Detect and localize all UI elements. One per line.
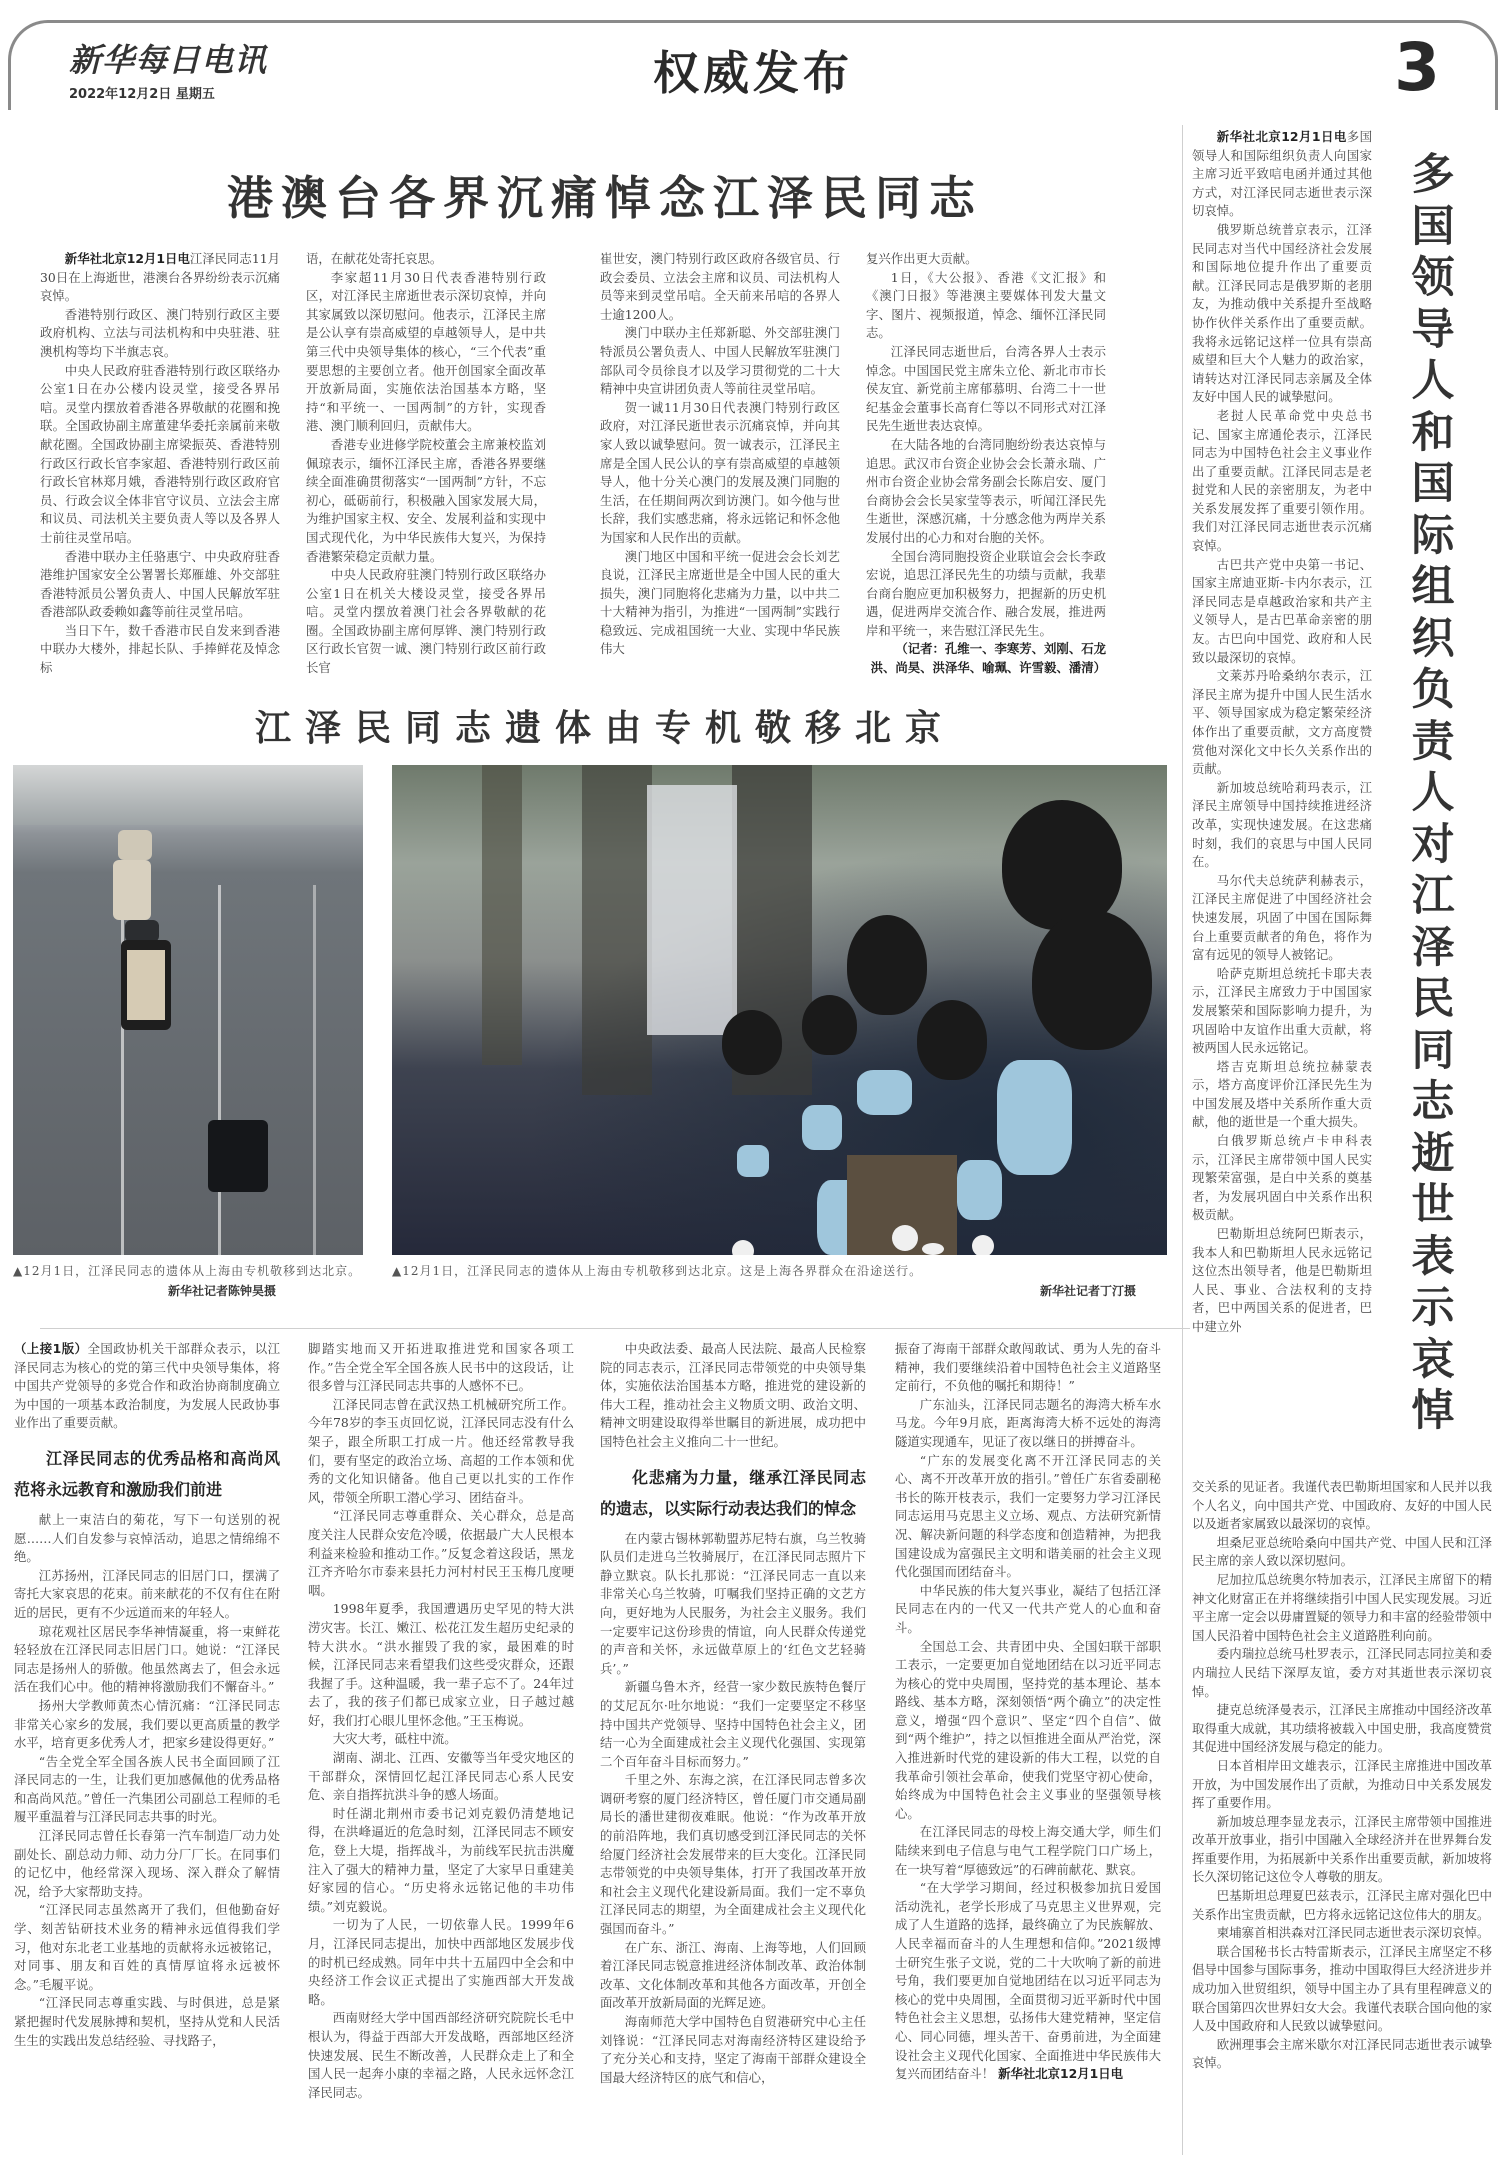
paragraph: 日本首相岸田文雄表示，江泽民主席推进中国改革开放，为中国发展作出了贡献，为推动日中关系发展发挥了重要作用。	[1192, 1757, 1492, 1811]
paragraph: 尼加拉瓜总统奥尔特加表示，江泽民主席留下的精神文化财富正在并将继续指引中国人民实现发展。习近平主席一定会以毋庸置疑的领导力和丰富的经验带领中国人民沿着中国特色社会主义道路胜利向前。	[1192, 1571, 1492, 1643]
paragraph: 江苏扬州，江泽民同志的旧居门口，摆满了寄托大家哀思的花束。前来献花的不仅有住在附近的居民，更有不少远道而来的年轻人。	[14, 1567, 280, 1620]
paragraph: 新加坡总理李显龙表示，江泽民主席带领中国推进改革开放事业，指引中国融入全球经济并在世界舞台发挥重要作用，为拓展新中关系作出重要贡献，新加坡将长久深切铭记这位令人尊敬的朋友。	[1192, 1813, 1492, 1885]
article2-subhead-1: 江泽民同志的优秀品格和高尚风范将永远教育和激励我们前进	[14, 1448, 280, 1499]
paragraph: 振奋了海南干部群众敢闯敢试、勇为人先的奋斗精神，我们要继续沿着中国特色社会主义道路坚定前行，不负他的嘱托和期待！”	[895, 1341, 1161, 1394]
paragraph: 委内瑞拉总统马杜罗表示，江泽民同志同拉美和委内瑞拉人民结下深厚友谊，委方对其逝世表示深切哀悼。	[1192, 1646, 1492, 1699]
article1-byline: （记者：孔维一、李寒芳、刘刚、石龙洪、尚昊、洪泽华、喻珮、许雪毅、潘清）	[870, 641, 1106, 676]
face-mask	[997, 1060, 1072, 1175]
person-head	[917, 1000, 987, 1080]
paragraph: 香港专业进修学院校董会主席兼校监刘佩琼表示，缅怀江泽民主席，香港各界要继续全面准确贯彻落实“一国两制”方针，不忘初心，砥砺前行，积极融入国家发展大局，为维护国家主权、安全、发展利益和实现中国式现代化，为中华民族伟大复兴，为保持香港繁荣稳定贡献力量。	[306, 436, 546, 564]
article2-col3	[600, 1340, 866, 2087]
paragraph: 一切为了人民，一切依靠人民。1999年6月，江泽民同志提出，加快中西部地区发展步伐的时机已经成熟。同年中共十五届四中全会和中央经济工作会议正式提出了实施西部大开发战略。	[308, 1917, 574, 2007]
paragraph: 语，在献花处寄托哀思。	[306, 251, 443, 266]
paragraph: 哈萨克斯坦总统托卡耶夫表示，江泽民主席致力于中国国家发展繁荣和国际影响力提升，为巩固哈中友谊作出重大贡献，将被两国人民永远铭记。	[1192, 965, 1372, 1056]
car	[125, 920, 159, 942]
paragraph: 巴基斯坦总理夏巴兹表示，江泽民主席对强化巴中关系作出宝贵贡献，巴方将永远铭记这位伟大的朋友。	[1192, 1888, 1492, 1922]
paragraph: 柬埔寨首相洪森对江泽民同志逝世表示深切哀悼。	[1216, 1925, 1490, 1941]
person-head	[722, 1010, 782, 1075]
paragraph: 马尔代夫总统萨利赫表示，江泽民主席促进了中国经济社会快速发展，巩固了中国在国际舞台上重要贡献者的角色，将作为富有远见的领导人被铭记。	[1192, 872, 1372, 963]
lead-car	[208, 1120, 268, 1192]
issue-date: 2022年12月2日 星期五	[69, 87, 215, 102]
white-flower	[972, 1235, 994, 1255]
paragraph: 香港特别行政区、澳门特别行政区主要政府机构、立法与司法机构和中央驻港、驻澳机构等均下半旗志哀。	[40, 306, 280, 359]
lane-marking	[313, 885, 316, 1255]
article3-wide-column	[1192, 1478, 1492, 2073]
photo2-caption: ▲12月1日，江泽民同志的遗体从上海由专机敬移到达北京。这是上海各界群众在沿途送行。	[392, 1264, 923, 1278]
white-flower	[922, 1243, 944, 1255]
paragraph: 联合国秘书长古特雷斯表示，江泽民主席坚定不移倡导中国参与国际事务，推动中国取得巨大经济进步并成功加入世贸组织，领导中国主办了具有里程碑意义的联合国第四次世界妇女大会。我谨代表联合国向他的家人及中国政府和人民致以诚挚慰问。	[1192, 1943, 1492, 2034]
paragraph: 广东汕头，江泽民同志题名的海湾大桥车水马龙。今年9月底，距离海湾大桥不远处的海湾隧道实现通车，见证了夜以继日的拼搏奋斗。	[895, 1396, 1161, 1449]
person-head	[1032, 910, 1152, 1050]
paragraph: 中华民族的伟大复兴事业，凝结了包括江泽民同志在内的一代又一代共产党人的心血和奋斗。	[895, 1582, 1161, 1635]
paragraph: 捷克总统泽曼表示，江泽民主席推动中国经济改革取得重大成就，其功绩将被载入中国史册，我高度赞赏其促进中国经济发展与稳定的能力。	[1192, 1702, 1492, 1755]
paragraph: 澳门中联办主任郑新聪、外交部驻澳门特派员公署负责人、中国人民解放军驻澳门部队司令员徐良才以及学习贯彻党的二十大精神中央宣讲团负责人等前往灵堂吊唁。	[600, 325, 840, 397]
paragraph: “告全党全军全国各族人民书全面回顾了江泽民同志的一生，让我们更加感佩他的优秀品格和高尚风范。”曾任一汽集团公司副总工程师的毛履平重温着与江泽民同志共事的时光。	[14, 1753, 280, 1825]
bus	[113, 860, 151, 920]
paragraph: 老挝人民革命党中央总书记、国家主席通伦表示，江泽民同志为中国特色社会主义事业作出了重要贡献。江泽民同志是老挝党和人民的亲密朋友，为老中关系发展发挥了重要引领作用。我们对江泽民同志逝世表示沉痛哀悼。	[1192, 407, 1372, 554]
paragraph: 时任湖北荆州市委书记刘克毅仍清楚地记得，在洪峰逼近的危急时刻，江泽民同志不顾安危，登上大堤，指挥战斗，为前线军民抗击洪魔注入了强大的精神力量，坚定了大家早日重建美好家园的信心。“历史将永远铭记他的丰功伟绩。”刘克毅说。	[308, 1805, 574, 1914]
paragraph: 西南财经大学中国西部经济研究院院长毛中根认为，得益于西部大开发战略，西部地区经济快速发展、民生不断改善，人民群众走上了和全国人民一起奔小康的幸福之路，人民永远怀念江泽民同志。	[308, 2010, 574, 2100]
paragraph: 扬州大学教师黄杰心情沉痛：“江泽民同志非常关心家乡的发展，我们要以更高质量的教学水平，培育更多优秀人才，把家乡建设得更好。”	[14, 1697, 280, 1751]
paragraph: 在广东、浙江、海南、上海等地，人们回顾着江泽民同志锐意推进经济体制改革、政治体制改革、文化体制改革和其他各方面改革，开创全面改革开放新局面的光辉足迹。	[600, 1939, 866, 2011]
paragraph: 大灾大考，砥柱中流。	[332, 1731, 457, 1747]
mourners-photo	[392, 765, 1167, 1255]
article2-col1: （上接1版）全国政协机关干部群众表示，以江泽民同志为核心的党的第三代中央领导集体，将中国共产党领导的多党合作和政治协商制度确立为中国的一项基本政治制度，为发展人民政协事业作出了重要贡献。 江泽民同志的优秀品格和高尚风范将永远教育和激励我们前进 献上一束洁白的菊花，写下一句送别的祝愿……人们自发参与哀悼活动，追思之情绵绵不绝。 江苏扬州，江泽民同志的旧居门口，摆满了寄托大家哀思的花束。前来献花的不仅有住在附近的居民，更有不少远道而来的年轻人。 琼花观社区居民李华神情凝重，将一束鲜花轻轻放在江泽民同志旧居门口。她说：“江泽民同志是扬州人的骄傲。他虽然离去了，但会永远活在我们心中。他的精神将激励我们不懈奋斗。” 扬州大学教师黄杰心情沉痛：“江泽民同志非常关心家乡的发展，我们要以更高质量的教学水平，培育更多优秀人才，把家乡建设得更好。” “告全党全军全国各族人民书全面回顾了江泽民同志的一生，让我们更加感佩他的优秀品格和高尚风范。”曾任一汽集团公司副总工程师的毛履平重温着与江泽民同志共事的时光。 江泽民同志曾任长春第一汽车制造厂动力处副处长、副总动力师、动力分厂厂长。在同事们的记忆中，他经常深入现场、深入群众了解情况，给予大家帮助支持。 “江泽民同志虽然离开了我们，但他勤奋好学、刻苦钻研技术业务的精神永远值得我们学习，他对东北老工业基地的贡献将永远被铭记，对同事、朋友和百姓的真情厚谊将永远被怀念。”毛履平说。 “江泽民同志尊重实践、与时俱进，总是紧紧把握时代发展脉搏和契机，坚持从党和人民活生生的实践出发总结经验、寻找路子，	[14, 1340, 280, 2050]
paragraph: “江泽民同志虽然离开了我们，但他勤奋好学、刻苦钻研技术业务的精神永远值得我们学习，他对东北老工业基地的贡献将永远被铭记，对同事、朋友和百姓的真情厚谊将永远被怀念。”毛履平说。	[14, 1902, 280, 1992]
person-head	[847, 915, 927, 1015]
paragraph: 俄罗斯总统普京表示，江泽民同志对当代中国经济社会发展和国际地位提升作出了重要贡献。江泽民同志是俄罗斯的老朋友，为推动俄中关系提升至战略协作伙伴关系作出了重要贡献。我将永远铭记这样一位具有崇高威望和巨大个人魅力的政治家，请转达对江泽民同志亲属及全体友好中国人民的诚挚慰问。	[1192, 221, 1372, 405]
paragraph: 海南师范大学中国特色自贸港研究中心主任刘锋说：“江泽民同志对海南经济特区建设给予了充分关心和支持，坚定了海南干部群众建设全国最大经济特区的底气和信心，	[600, 2014, 866, 2085]
article2-col4: 振奋了海南干部群众敢闯敢试、勇为人先的奋斗精神，我们要继续沿着中国特色社会主义道路坚定前行，不负他的嘱托和期待！” 广东汕头，江泽民同志题名的海湾大桥车水马龙。今年9月底，距离海湾大桥不远处的海湾隧道实现通车，见证了夜以继日的拼搏奋斗。 “广东的发展变化离不开江泽民同志的关心、离不开改革开放的指引。”曾任广东省委副秘书长的陈开枝表示，我们一定要努力学习江泽民同志运用马克思主义立场、观点、方法研究新情况、解决新问题的科学态度和创造精神，为把我国建设成为富强民主文明和谐美丽的社会主义现代化强国而团结奋斗。 中华民族的伟大复兴事业，凝结了包括江泽民同志在内的一代又一代共产党人的心血和奋斗。 全国总工会、共青团中央、全国妇联干部职工表示，一定要更加自觉地团结在以习近平同志为核心的党中央周围，坚持党的基本理论、基本路线、基本方略，深刻领悟“两个确立”的决定性意义，增强“四个意识”、坚定“四个自信”、做到“两个维护”，持之以恒推进全面从严治党，深入推进新时代党的建设新的伟大工程，以党的自我革命引领社会革命，使我们党坚守初心使命，始终成为中国特色社会主义事业的坚强领导核心。 在江泽民同志的母校上海交通大学，师生们陆续来到电子信息与电气工程学院门口广场上，在一块写着“厚德致远”的石碑前献花、默哀。 “在大学学习期间，经过积极参加抗日爱国活动洗礼，老学长形成了马克思主义世界观，完成了人生道路的选择，最终确立了为民族解放、人民幸福而奋斗的人生理想和信仰。”2021级博士研究生张子文说，党的二十大吹响了新的前进号角，我们要更加自觉地团结在以习近平同志为核心的党中央周围，全面贯彻习近平新时代中国特色社会主义思想，弘扬伟大建党精神，坚定信心、同心同德，埋头苦干、奋勇前进，为全面建设社会主义现代化国家、全面推进中华民族伟大复兴而团结奋斗！ 新华社北京12月1日电	[895, 1341, 1161, 2082]
paragraph: 献上一束洁白的菊花，写下一句送别的祝愿……人们自发参与哀悼活动，追思之情绵绵不绝。	[14, 1511, 280, 1565]
paragraph: 香港中联办主任骆惠宁、中央政府驻香港维护国家安全公署署长郑雁雄、外交部驻香港特派员公署负责人、中国人民解放军驻香港部队政委赖如鑫等前往灵堂吊唁。	[40, 548, 280, 620]
paragraph: 交关系的见证者。我谨代表巴勒斯坦国家和人民并以我个人名义，向中国共产党、中国政府、友好的中国人民以及逝者家属致以最深切的哀悼。	[1192, 1479, 1492, 1532]
paragraph: 坦桑尼亚总统哈桑向中国共产党、中国人民和江泽民主席的亲人致以深切慰问。	[1192, 1534, 1492, 1569]
paragraph: 江泽民同志逝世后，台湾各界人士表示悼念。中国国民党主席朱立伦、新北市市长侯友宜、新党前主席郁慕明、台湾二十一世纪基金会董事长高育仁等以不同形式对江泽民先生逝世表达哀悼。	[866, 343, 1106, 434]
photo-section-headline: 江泽民同志遗体由专机敬移北京	[254, 708, 955, 749]
article1-col3	[600, 250, 840, 659]
paragraph: 琼花观社区居民李华神情凝重，将一束鲜花轻轻放在江泽民同志旧居门口。她说：“江泽民同志是扬州人的骄傲。他虽然离去了，但会永远活在我们心中。他的精神将激励我们不懈奋斗。”	[14, 1623, 280, 1695]
paragraph: 脚踏实地而又开拓进取推进党和国家各项工作。”告全党全军全国各族人民书中的这段话，让很多曾与江泽民同志共事的人感怀不已。	[308, 1341, 574, 1394]
article3-headline: 多国领导人和国际组织负责人对江泽民同志逝世表示哀悼	[1411, 150, 1455, 1436]
paragraph: “广东的发展变化离不开江泽民同志的关心、离不开改革开放的指引。”曾任广东省委副秘书长的陈开枝表示，我们一定要努力学习江泽民同志运用马克思主义立场、观点、方法研究新情况、解决新问题的科学态度和创造精神，为把我国建设成为富强民主文明和谐美丽的社会主义现代化强国而团结奋斗。	[895, 1452, 1161, 1580]
paragraph: 李家超11月30日代表香港特别行政区，对江泽民主席逝世表示深切哀悼，并向其家属致以深切慰问。他表示，江泽民主席是公认享有崇高威望的卓越领导人，是中共第三代中央领导集体的核心，“三个代表”重要思想的主要创立者。他开创国家全面改革开放新局面，实施依法治国基本方略，坚持“和平统一、一国两制”的方针，实现香港、澳门顺利回归，贡献伟大。	[306, 269, 546, 434]
paragraph: 当日下午，数千香港市民自发来到香港中联办大楼外，排起长队、手捧鲜花及悼念标	[40, 622, 280, 676]
paragraph: 江泽民同志曾在武汉热工机械研究所工作。今年78岁的李玉贞回忆说，江泽民同志没有什么架子，跟全所职工打成一片。他还经常教导我们，要有坚定的政治立场、高超的工作本领和优秀的文化知识储备。他自己更以扎实的工作作风，带领全所职工潜心学习、团结奋斗。	[308, 1396, 574, 1505]
paragraph: 全国总工会、共青团中央、全国妇联干部职工表示，一定要更加自觉地团结在以习近平同志为核心的党中央周围，坚持党的基本理论、基本路线、基本方略，深刻领悟“两个确立”的决定性意义，增强“四个意识”、坚定“四个自信”、做到“两个维护”，持之以恒推进全面从严治党，深入推进新时代党的建设新的伟大工程，以党的自我革命引领社会革命，使我们党坚守初心使命，始终成为中国特色社会主义事业的坚强领导核心。	[895, 1638, 1161, 1821]
paragraph: “江泽民同志尊重群众、关心群众，总是高度关注人民群众安危冷暖，依据最广大人民根本利益来检验和推动工作。”反复念着这段话，黑龙江齐齐哈尔市泰来县托力河村村民王玉梅几度哽咽。	[308, 1508, 574, 1598]
paragraph: 湖南、湖北、江西、安徽等当年受灾地区的干部群众，深情回忆起江泽民同志心系人民安危、亲自指挥抗洪斗争的感人场面。	[308, 1750, 574, 1803]
paragraph: 在内蒙古锡林郭勒盟苏尼特右旗，乌兰牧骑队员们走进乌兰牧骑展厅，在江泽民同志照片下静立默哀。队长扎那说：“江泽民同志一直以来非常关心乌兰牧骑，叮嘱我们坚持正确的文艺方向，更好地为人民服务，为社会主义服务。我们一定要牢记这份珍贵的情谊，向人民群众传递党的声音和关怀，永远做草原上的‘红色文艺轻骑兵’。”	[600, 1530, 866, 1676]
person-head	[802, 995, 857, 1055]
face-mask	[857, 1070, 912, 1115]
paragraph: 新疆乌鲁木齐，经营一家少数民族特色餐厅的艾尼瓦尔·吐尔地说：“我们一定要坚定不移坚持中国共产党领导、坚持中国特色社会主义，团结一心为全面建成社会主义现代化强国、实现第二个百年奋斗目标而努力。”	[600, 1679, 866, 1769]
page-number: 3	[1394, 29, 1440, 106]
article3-narrow-column: 新华社北京12月1日电多国领导人和国际组织负责人向国家主席习近平致唁电函并通过其他方式，对江泽民同志逝世表示深切哀悼。 俄罗斯总统普京表示，江泽民同志对当代中国经济社会发展和国际地位提升作出了重要贡献。江泽民同志是俄罗斯的老朋友，为推动俄中关系提升至战略协作伙伴关系作出了重要贡献。我将永远铭记这样一位具有崇高威望和巨大个人魅力的政治家，请转达对江泽民同志亲属及全体友好中国人民的诚挚慰问。 老挝人民革命党中央总书记、国家主席通伦表示，江泽民同志为中国特色社会主义事业作出了重要贡献。江泽民同志是老挝党和人民的亲密朋友，为老中关系发展发挥了重要引领作用。我们对江泽民同志逝世表示沉痛哀悼。 古巴共产党中央第一书记、国家主席迪亚斯-卡内尔表示，江泽民同志是卓越政治家和共产主义领导人，是古巴革命亲密的朋友。古巴向中国党、政府和人民致以最深切的哀悼。 文莱苏丹哈桑纳尔表示，江泽民主席为提升中国人民生活水平、领导国家成为稳定繁荣经济体作出了重要贡献，文方高度赞赏他对深化文中长久关系作出的贡献。 新加坡总统哈莉玛表示，江泽民主席领导中国持续推进经济改革，实现快速发展。在这悲痛时刻，我们的哀思与中国人民同在。 马尔代夫总统萨利赫表示，江泽民主席促进了中国经济社会快速发展，巩固了中国在国际舞台上重要贡献者的角色，将作为富有远见的领导人被铭记。 哈萨克斯坦总统托卡耶夫表示，江泽民主席致力于中国国家发展繁荣和国际影响力提升，为巩固哈中友谊作出重大贡献，将被两国人民永远铭记。 塔吉克斯坦总统拉赫蒙表示，塔方高度评价江泽民先生为中国发展及塔中关系所作重大贡献，他的逝世是一个重大损失。 白俄罗斯总统卢卡申科表示，江泽民主席带领中国人民实现繁荣富强，是白中关系的奠基者，为发展巩固白中关系作出积极贡献。 巴勒斯坦总统阿巴斯表示，我本人和巴勒斯坦人民永远铭记这位杰出领导者，他是巴勒斯坦人民、事业、合法权利的支持者，巴中两国关系的促进者，巴中建立外	[1192, 128, 1372, 1337]
photo1-caption: ▲12月1日，江泽民同志的遗体从上海由专机敬移到达北京。	[13, 1264, 362, 1278]
paragraph: 1998年夏季，我国遭遇历史罕见的特大洪涝灾害。长江、嫩江、松花江发生超历史纪录的特大洪水。“洪水摧毁了我的家，最困难的时候，江泽民同志来看望我们这些受灾群众，还跟我握了手。这种温暖，我一辈子忘不了。24年过去了，我的孩子们都已成家立业，日子越过越好，我们打心眼儿里怀念他。”王玉梅说。	[308, 1601, 574, 1728]
overpass	[13, 765, 363, 825]
section-title: 权威发布	[653, 46, 853, 100]
article1-dateline: 新华社北京12月1日电	[64, 251, 190, 266]
article1-col2	[306, 250, 546, 678]
paragraph: 江泽民同志曾任长春第一汽车制造厂动力处副处长、副总动力师、动力分厂厂长。在同事们的记忆中，他经常深入现场、深入群众了解情况，给予大家帮助支持。	[14, 1828, 280, 1899]
paragraph: 新加坡总统哈莉玛表示，江泽民主席领导中国持续推进经济改革，实现快速发展。在这悲痛时刻，我们的哀思与中国人民同在。	[1192, 779, 1372, 870]
motorcade-photo	[13, 765, 363, 1255]
paragraph: 塔吉克斯坦总统拉赫蒙表示，塔方高度评价江泽民先生为中国发展及塔中关系所作重大贡献，他的逝世是一个重大损失。	[1192, 1058, 1372, 1130]
bus	[118, 830, 152, 860]
paragraph: 文莱苏丹哈桑纳尔表示，江泽民主席为提升中国人民生活水平、领导国家成为稳定繁荣经济体作出了重要贡献，文方高度赞赏他对深化文中长久关系作出的贡献。	[1192, 668, 1372, 777]
white-flower	[892, 1225, 918, 1251]
paragraph: 千里之外、东海之滨，在江泽民同志曾多次调研考察的厦门经济特区，曾任厦门市交通局副局长的潘世建彻夜难眠。他说：“作为改革开放的前沿阵地，我们真切感受到江泽民同志的关怀给厦门经济社会发展带来的巨大变化。江泽民同志带领党的中央领导集体，打开了我国改革开放和社会主义现代化建设新局面。我们一定不辜负江泽民同志的期望，为全面建成社会主义现代化强国而奋斗。”	[600, 1772, 866, 1937]
paragraph: 古巴共产党中央第一书记、国家主席迪亚斯-卡内尔表示，江泽民同志是卓越政治家和共产主义领导人，是古巴革命亲密的朋友。古巴向中国党、政府和人民致以最深切的哀悼。	[1192, 556, 1372, 665]
paragraph: 欧洲理事会主席米歇尔对江泽民同志逝世表示诚挚哀悼。	[1192, 2036, 1492, 2071]
brand-logo: 新华每日电讯	[69, 41, 268, 79]
article1-col1: 新华社北京12月1日电江泽民同志11月30日在上海逝世，港澳台各界纷纷表示沉痛哀悼。 香港特别行政区、澳门特别行政区主要政府机构、立法与司法机构和中央驻港、驻澳机构等均下半旗志哀。 中央人民政府驻香港特别行政区联络办公室1日在办公楼内设灵堂，接受各界吊唁。灵堂内摆放着香港各界敬献的花圈和挽联。全国政协副主席董建华委托亲属前来敬献花圈。全国政协副主席梁振英、香港特别行政区行政长官李家超、香港特别行政区前行政长官林郑月娥，香港特别行政区政府官员、行政会议全体非官守议员、立法会主席和议员、司法机关主要负责人等以及各界人士前往灵堂吊唁。 香港中联办主任骆惠宁、中央政府驻香港维护国家安全公署署长郑雁雄、外交部驻香港特派员公署负责人、中国人民解放军驻香港部队政委赖如鑫等前往灵堂吊唁。 当日下午，数千香港市民自发来到香港中联办大楼外，排起长队、手捧鲜花及悼念标	[40, 250, 280, 678]
photo2-credit: 新华社记者丁汀摄	[1040, 1284, 1137, 1298]
signboard	[647, 785, 737, 1035]
face-mask	[737, 1145, 769, 1177]
article1-headline: 港澳台各界沉痛悼念江泽民同志	[227, 171, 983, 225]
tree-trunk	[582, 765, 652, 1095]
article2-end-dateline: 新华社北京12月1日电	[998, 2066, 1124, 2082]
article3-dateline: 新华社北京12月1日电	[1216, 129, 1347, 144]
face-mask	[957, 1160, 1002, 1220]
face-mask	[802, 1105, 842, 1150]
paragraph: 1日，《大公报》、香港《文汇报》和《澳门日报》等港澳主要媒体刊发大量文字、图片、视频报道，悼念、缅怀江泽民同志。	[866, 269, 1106, 341]
article2-col2	[308, 1340, 574, 2102]
white-flower	[732, 1240, 754, 1255]
paragraph: 在大陆各地的台湾同胞纷纷表达哀悼与追思。武汉市台资企业协会会长萧永瑞、广州市台资企业协会常务副会长陈启安、厦门台商协会会长吴家莹等表示，听闻江泽民先生逝世，深感沉痛，十分感念他为两岸关系发展付出的心力和对台胞的关怀。	[866, 436, 1106, 545]
paragraph: 澳门地区中国和平统一促进会会长刘艺良说，江泽民主席逝世是全中国人民的重大损失，澳门同胞将化悲痛为力量，以中共二十大精神为指引，为推进“一国两制”实践行稳致远、完成祖国统一大业、实现中华民族伟大	[600, 548, 840, 657]
paragraph: 在江泽民同志的母校上海交通大学，师生们陆续来到电子信息与电气工程学院门口广场上，在一块写着“厚德致远”的石碑前献花、默哀。	[895, 1824, 1161, 1877]
paragraph: 中央人民政府驻澳门特别行政区联络办公室1日在机关大楼设灵堂，接受各界吊唁。灵堂内摆放着澳门社会各界敬献的花圈。全国政协副主席何厚铧、澳门特别行政区行政长官贺一诚、澳门特别行政区前行政长官	[306, 567, 546, 676]
column-divider	[1182, 125, 1183, 2155]
paragraph: “江泽民同志尊重实践、与时俱进，总是紧紧把握时代发展脉搏和契机，坚持从党和人民活生生的实践出发总结经验、寻找路子，	[14, 1995, 280, 2048]
paragraph: 贺一诚11月30日代表澳门特别行政区政府，对江泽民逝世表示沉痛哀悼，并向其家人致以诚挚慰问。贺一诚表示，江泽民主席是全国人民公认的享有崇高威望的卓越领导人，他十分关心澳门的发展及澳门同胞的生活，在任期间两次到访澳门。如今他与世长辞，我们实感悲痛，将永远铭记和怀念他为国家和人民作出的贡献。	[600, 399, 840, 545]
article1-col4	[866, 250, 1106, 678]
tree-trunk	[482, 765, 522, 1065]
paragraph: 中央人民政府驻香港特别行政区联络办公室1日在办公楼内设灵堂，接受各界吊唁。灵堂内摆放着香港各界敬献的花圈和挽联。全国政协副主席董建华委托亲属前来敬献花圈。全国政协副主席梁振英、香港特别行政区行政长官李家超、香港特别行政区前行政长官林郑月娥，香港特别行政区政府官员、行政会议全体非官守议员、立法会主席和议员、司法机关主要负责人等以及各界人士前往灵堂吊唁。	[40, 362, 280, 545]
article2-subhead-2: 化悲痛为力量，继承江泽民同志的遗志，以实际行动表达我们的悼念	[600, 1467, 866, 1518]
lane-marking	[218, 885, 221, 1255]
section-divider	[40, 1328, 1190, 1329]
continued-label: （上接1版）	[14, 1341, 88, 1356]
masthead	[8, 20, 1498, 110]
paragraph: 复兴作出更大贡献。	[866, 251, 978, 266]
hearse	[121, 940, 171, 1030]
paragraph: 白俄罗斯总统卢卡申科表示，江泽民主席带领中国人民实现繁荣富强，是白中关系的奠基者，为发展巩固白中关系作出积极贡献。	[1192, 1133, 1372, 1223]
paragraph: 崔世安，澳门特别行政区政府各级官员、行政会委员、立法会主席和议员、司法机构人员等来到灵堂吊唁。全天前来吊唁的各界人士逾1200人。	[600, 251, 840, 322]
paragraph: 全国台湾同胞投资企业联谊会会长李政宏说，追思江泽民先生的功绩与贡献，我辈台商台胞应更加积极努力，把握新的历史机遇，促进两岸交流合作、融合发展，推进两岸和平统一，来告慰江泽民先生。	[866, 548, 1106, 638]
paragraph: 中央政法委、最高人民法院、最高人民检察院的同志表示，江泽民同志带领党的中央领导集体，实施依法治国基本方略，推进党的建设新的伟大工程，推动社会主义物质文明、政治文明、精神文明建设取得举世瞩目的新进展，成功把中国特色社会主义推向二十一世纪。	[600, 1341, 866, 1449]
photo1-credit: 新华社记者陈钟昊摄	[168, 1284, 277, 1298]
paragraph: 巴勒斯坦总统阿巴斯表示，我本人和巴勒斯坦人民永远铭记这位杰出领导者，他是巴勒斯坦人民、事业、合法权利的支持者，巴中两国关系的促进者，巴中建立外	[1192, 1226, 1372, 1334]
